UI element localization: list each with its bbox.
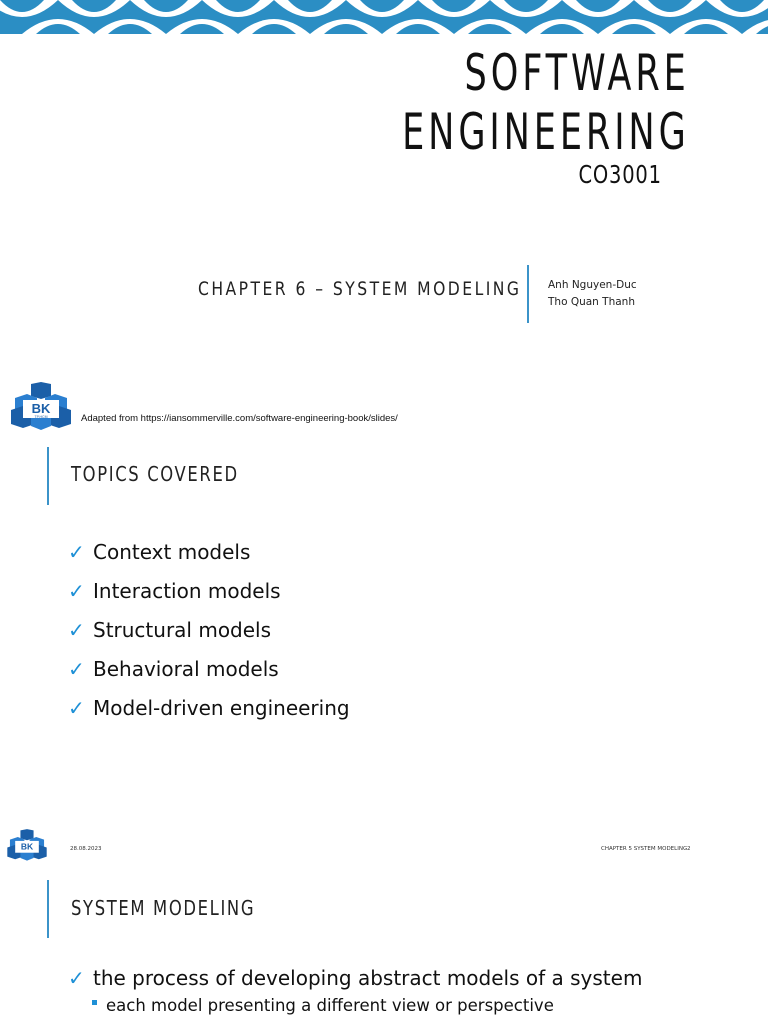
footer-page-number: 2 (687, 846, 691, 852)
logo-text: BK (31, 401, 51, 416)
square-bullet-icon (92, 1000, 97, 1005)
footer-date: 28.08.2023 (70, 846, 102, 852)
decorative-banner (0, 0, 768, 34)
bk-logo-icon (9, 382, 73, 432)
list-item: ✓ Interaction models (68, 578, 281, 603)
bk-logo (9, 382, 73, 436)
list-item: ✓ Model-driven engineering (68, 695, 350, 720)
checkmark-icon: ✓ (68, 617, 85, 642)
bk-logo-icon (6, 829, 48, 862)
checkmark-icon: ✓ (68, 656, 85, 681)
scallop-pattern (0, 0, 768, 34)
checkmark-icon: ✓ (68, 695, 85, 720)
author-2: Tho Quan Thanh (548, 296, 635, 308)
title-line-2: ENGINEERING (402, 103, 690, 161)
topics-list (68, 532, 350, 727)
author-1: Anh Nguyen-Duc (548, 279, 637, 291)
chapter-title: CHAPTER 6 – SYSTEM MODELING (198, 278, 522, 300)
slide3-title: SYSTEM MODELING (71, 896, 256, 920)
divider (47, 447, 49, 505)
checkmark-icon: ✓ (68, 539, 85, 564)
checkmark-icon: ✓ (68, 578, 85, 603)
sub-bullet-item: each model presenting a different view or perspective (92, 996, 554, 1015)
authors (548, 277, 637, 311)
logo-subtext: TP.HCM (34, 415, 48, 419)
footer-chapter: CHAPTER 5 SYSTEM MODELING (601, 846, 688, 852)
slide-title (402, 44, 690, 162)
divider (47, 880, 49, 938)
bullet-item: ✓ the process of developing abstract models of a system (68, 966, 643, 990)
list-item: ✓ Structural models (68, 617, 272, 642)
divider (527, 265, 529, 323)
list-item: ✓ Behavioral models (68, 656, 279, 681)
list-item: ✓ Context models (68, 539, 251, 564)
bk-logo-small (6, 829, 48, 866)
checkmark-icon: ✓ (68, 966, 85, 990)
logo-text: BK (20, 841, 34, 852)
title-line-1: SOFTWARE (464, 44, 690, 102)
adapted-from-note: Adapted from https://iansommerville.com/software-engineering-book/slides/ (81, 413, 398, 424)
slide2-title: TOPICS COVERED (71, 462, 239, 486)
course-code: CO3001 (578, 160, 662, 189)
